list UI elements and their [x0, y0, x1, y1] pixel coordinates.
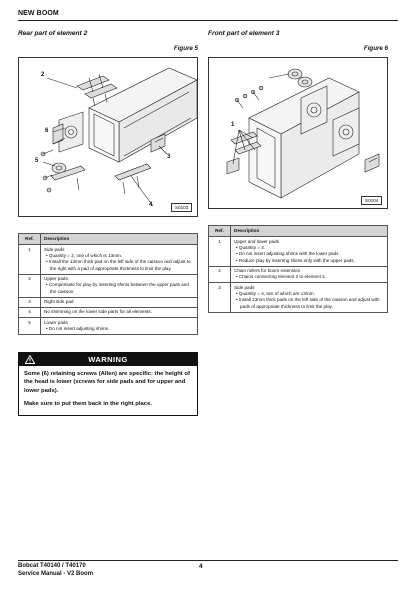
description-line: Lower pads	[44, 319, 68, 325]
description-bullet: • Chains connecting element 2 to element 4.	[236, 274, 326, 280]
table-row	[19, 307, 198, 317]
table-row	[19, 318, 198, 335]
ref-cell: 5	[19, 318, 41, 335]
description-cell	[41, 318, 198, 335]
ref-cell: 1	[19, 245, 41, 274]
table-row	[19, 274, 198, 297]
table-row	[19, 245, 198, 274]
table-header-row	[209, 226, 388, 237]
ref-cell: 4	[19, 307, 41, 317]
column-header-description: Description	[231, 226, 388, 237]
figure-6-illustration	[208, 57, 388, 209]
left-reference-table	[18, 233, 198, 335]
callout-6: 6	[45, 128, 49, 134]
callout-4: 4	[149, 202, 153, 208]
ref-cell: 3	[209, 283, 231, 312]
figure-5-illustration	[18, 57, 198, 217]
figure-5-code: S0103	[171, 203, 192, 212]
warning-box	[18, 352, 198, 416]
callout-5: 5	[35, 158, 39, 164]
callout-2: 2	[41, 72, 45, 78]
table-row	[209, 283, 388, 312]
column-header-description: Description	[41, 234, 198, 245]
table-row	[209, 237, 388, 266]
description-line: Chain rollers for boom extension	[234, 268, 301, 274]
description-cell	[231, 266, 388, 283]
description-bullet: • Reduce play by inserting shims only with the upper pads.	[236, 257, 355, 263]
header-divider	[18, 20, 398, 21]
description-cell	[231, 283, 388, 312]
warning-header	[19, 353, 197, 366]
ref-cell: 1	[209, 237, 231, 266]
description-line: No shimming on the lower side parts for all elements.	[44, 309, 153, 315]
ref-cell: 2	[209, 266, 231, 283]
description-bullet: • Compensate for play by inserting shims between the upper pads and the caisson.	[46, 282, 189, 294]
description-line: Side pads	[234, 284, 255, 290]
footer-manual-title: Service Manual - V2 Boom	[18, 571, 94, 577]
left-section-title: Rear part of element 2	[18, 30, 88, 37]
description-line: Upper pads.	[44, 276, 70, 282]
figure-6-drawing	[209, 58, 388, 209]
page-header-title: NEW BOOM	[18, 10, 59, 17]
description-bullet: • Install the 13mm thick pad on the left side of the caisson and adjust to the right with a pad of appropriate thickness to limit the play.	[46, 259, 191, 271]
description-bullet: • Do not insert adjusting shims with the lower pads.	[236, 251, 340, 257]
footer-model: Bobcat T40140 / T40170	[18, 563, 86, 569]
description-cell	[231, 237, 388, 266]
description-cell	[41, 307, 198, 317]
description-line: Right side pad	[44, 299, 74, 305]
description-bullet: • Install 13mm thick pads on the left side of the caisson and adjust with pads of appropriate thickness to limit the play.	[236, 297, 380, 309]
warning-paragraph: Some (6) retaining screws (Allen) are specific: the height of the head is lower (screws for side pads and for upper and lower pads).	[24, 371, 190, 394]
column-header-ref: Ref.	[19, 234, 41, 245]
description-cell	[41, 245, 198, 274]
column-header-ref: Ref.	[209, 226, 231, 237]
description-bullet: • Do not insert adjusting shims.	[46, 326, 110, 332]
ref-cell: 2	[19, 274, 41, 297]
description-cell	[41, 274, 198, 297]
ref-cell: 3	[19, 297, 41, 307]
description-line: Upper and lower pads	[234, 238, 279, 244]
callout-3: 3	[167, 154, 171, 160]
table-row	[19, 297, 198, 307]
description-bullet: • Quantity = 4, two of which are 13mm.	[236, 291, 315, 297]
figure-6-code: S0104	[361, 196, 382, 205]
table-header-row	[19, 234, 198, 245]
right-figure-label: Figure 6	[363, 45, 388, 52]
warning-title: WARNING	[88, 355, 128, 364]
right-reference-table	[208, 225, 388, 313]
warning-body	[19, 366, 197, 415]
description-line: Side pads	[44, 246, 65, 252]
callout-1: 1	[231, 122, 235, 128]
warning-paragraph: Make sure to put them back in the right place.	[24, 401, 152, 408]
page-number: 4	[199, 563, 203, 570]
description-cell	[41, 297, 198, 307]
right-section-title: Front part of element 3	[208, 30, 280, 37]
left-figure-label: Figure 5	[173, 45, 198, 52]
description-bullet: • Quantity = 4.	[236, 245, 266, 251]
figure-5-drawing	[19, 58, 198, 217]
footer-divider	[18, 560, 398, 561]
description-bullet: • Quantity = 2, one of which is 13mm.	[46, 253, 123, 259]
table-row	[209, 266, 388, 283]
